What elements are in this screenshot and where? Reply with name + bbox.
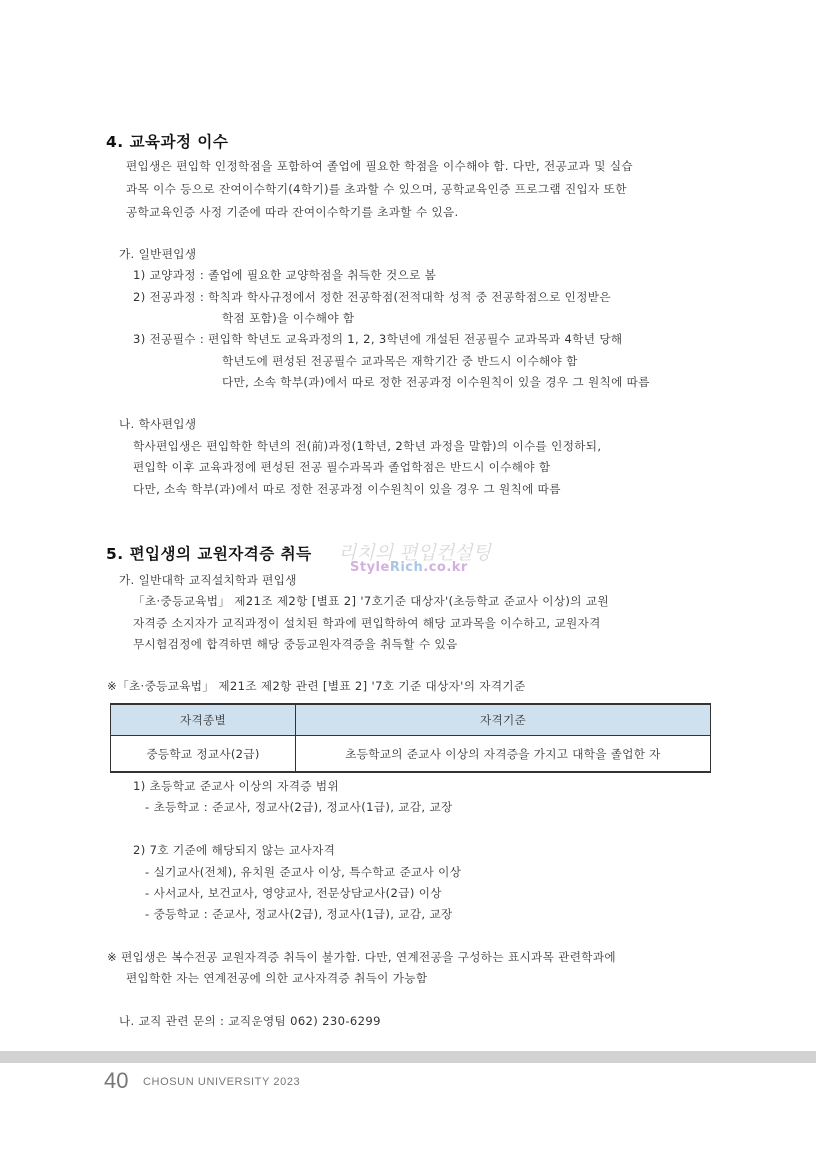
page-number: 40	[104, 1068, 129, 1093]
general-item-3-note: 다만, 소속 학부(과)에서 따로 정한 전공과정 이수원칙이 있을 경우 그 원칙에 따름	[222, 375, 650, 389]
section-5-title: 5. 편입생의 교원자격증 취득	[106, 545, 312, 563]
watermark-logo: StyleRich.co.kr	[350, 560, 468, 575]
general-item-3-cont: 학년도에 편성된 전공필수 교과목은 재학기간 중 반드시 이수해야 함	[222, 354, 578, 368]
table-cell-criteria: 초등학교의 준교사 이상의 자격증을 가지고 대학을 졸업한 자	[296, 736, 711, 773]
exclusion-item-1: - 실기교사(전체), 유치원 준교사 이상, 특수학교 준교사 이상	[145, 865, 462, 879]
watermark-text: 리치의 편입컨설팅	[338, 542, 491, 564]
general-transfer-heading: 가. 일반편입생	[119, 247, 197, 261]
scope-heading: 1) 초등학교 준교사 이상의 자격증 범위	[133, 779, 340, 793]
qualification-table	[110, 703, 711, 773]
teacher-para-line-3: 무시험검정에 합격하면 해당 중등교원자격증을 취득할 수 있음	[133, 637, 458, 651]
general-item-2: 2) 전공과정 : 학칙과 학사규정에서 정한 전공학점(전적대학 성적 중 전공학점으로 인정받은	[133, 290, 611, 304]
scope-item: - 초등학교 : 준교사, 정교사(2급), 정교사(1급), 교감, 교장	[145, 800, 453, 814]
teacher-para-line-2: 자격증 소지자가 교직과정이 설치된 학과에 편입학하여 해당 교과목을 이수하고, 교원자격	[133, 616, 601, 630]
footer-bar	[0, 1051, 816, 1063]
section-4-title: 4. 교육과정 이수	[106, 133, 229, 151]
table-header-type: 자격종별	[111, 704, 296, 736]
double-major-note-line-2: 편입학한 자는 연계전공에 의한 교사자격증 취득이 가능함	[126, 971, 428, 985]
teacher-dept-heading: 가. 일반대학 교직설치학과 편입생	[119, 573, 297, 587]
teacher-para-line-1: 「초·중등교육법」 제21조 제2항 [별표 2] '7호기준 대상자'(초등학교 준교사 이상)의 교원	[133, 594, 609, 608]
section-4-intro-line-3: 공학교육인증 사정 기준에 따라 잔여이수학기를 초과할 수 있음.	[126, 205, 459, 219]
bachelor-transfer-heading: 나. 학사편입생	[119, 417, 197, 431]
general-item-3: 3) 전공필수 : 편입학 학년도 교육과정의 1, 2, 3학년에 개설된 전공필수 교과목과 4학년 당해	[133, 332, 623, 346]
table-row	[111, 736, 711, 773]
bachelor-line-3: 다만, 소속 학부(과)에서 따로 정한 전공과정 이수원칙이 있을 경우 그 원칙에 따름	[133, 482, 561, 496]
exclusion-item-2: - 사서교사, 보건교사, 영양교사, 전문상담교사(2급) 이상	[145, 886, 442, 900]
bachelor-line-1: 학사편입생은 편입학한 학년의 전(前)과정(1학년, 2학년 과정을 말함)의 이수를 인정하되,	[133, 439, 602, 453]
double-major-note-line-1: ※ 편입생은 복수전공 교원자격증 취득이 불가함. 다만, 연계전공을 구성하는 표시과목 관련학과에	[107, 950, 616, 964]
table-cell-type: 중등학교 정교사(2급)	[111, 736, 296, 773]
section-4-intro-line-2: 과목 이수 등으로 잔여이수학기(4학기)를 초과할 수 있으며, 공학교육인증 프로그램 진입자 또한	[126, 182, 627, 196]
section-4-intro-line-1: 편입생은 편입학 인정학점을 포함하여 졸업에 필요한 학점을 이수해야 함. 다만, 전공교과 및 실습	[126, 159, 633, 173]
contact-info: 나. 교직 관련 문의 : 교직운영팀 062) 230-6299	[119, 1014, 381, 1028]
table-header-criteria: 자격기준	[296, 704, 711, 736]
university-name: CHOSUN UNIVERSITY 2023	[143, 1076, 301, 1088]
exclusion-heading: 2) 7호 기준에 해당되지 않는 교사자격	[133, 843, 336, 857]
exclusion-item-3: - 중등학교 : 준교사, 정교사(2급), 정교사(1급), 교감, 교장	[145, 907, 453, 921]
general-item-1: 1) 교양과정 : 졸업에 필요한 교양학점을 취득한 것으로 봄	[133, 268, 437, 282]
general-item-2-cont: 학점 포함)을 이수해야 함	[222, 311, 355, 325]
table-header-row	[111, 704, 711, 736]
bachelor-line-2: 편입학 이후 교육과정에 편성된 전공 필수과목과 졸업학점은 반드시 이수해야 함	[133, 460, 551, 474]
qualification-note: ※「초·중등교육법」 제21조 제2항 관련 [별표 2] '7호 기준 대상자'의 자격기준	[107, 679, 526, 693]
